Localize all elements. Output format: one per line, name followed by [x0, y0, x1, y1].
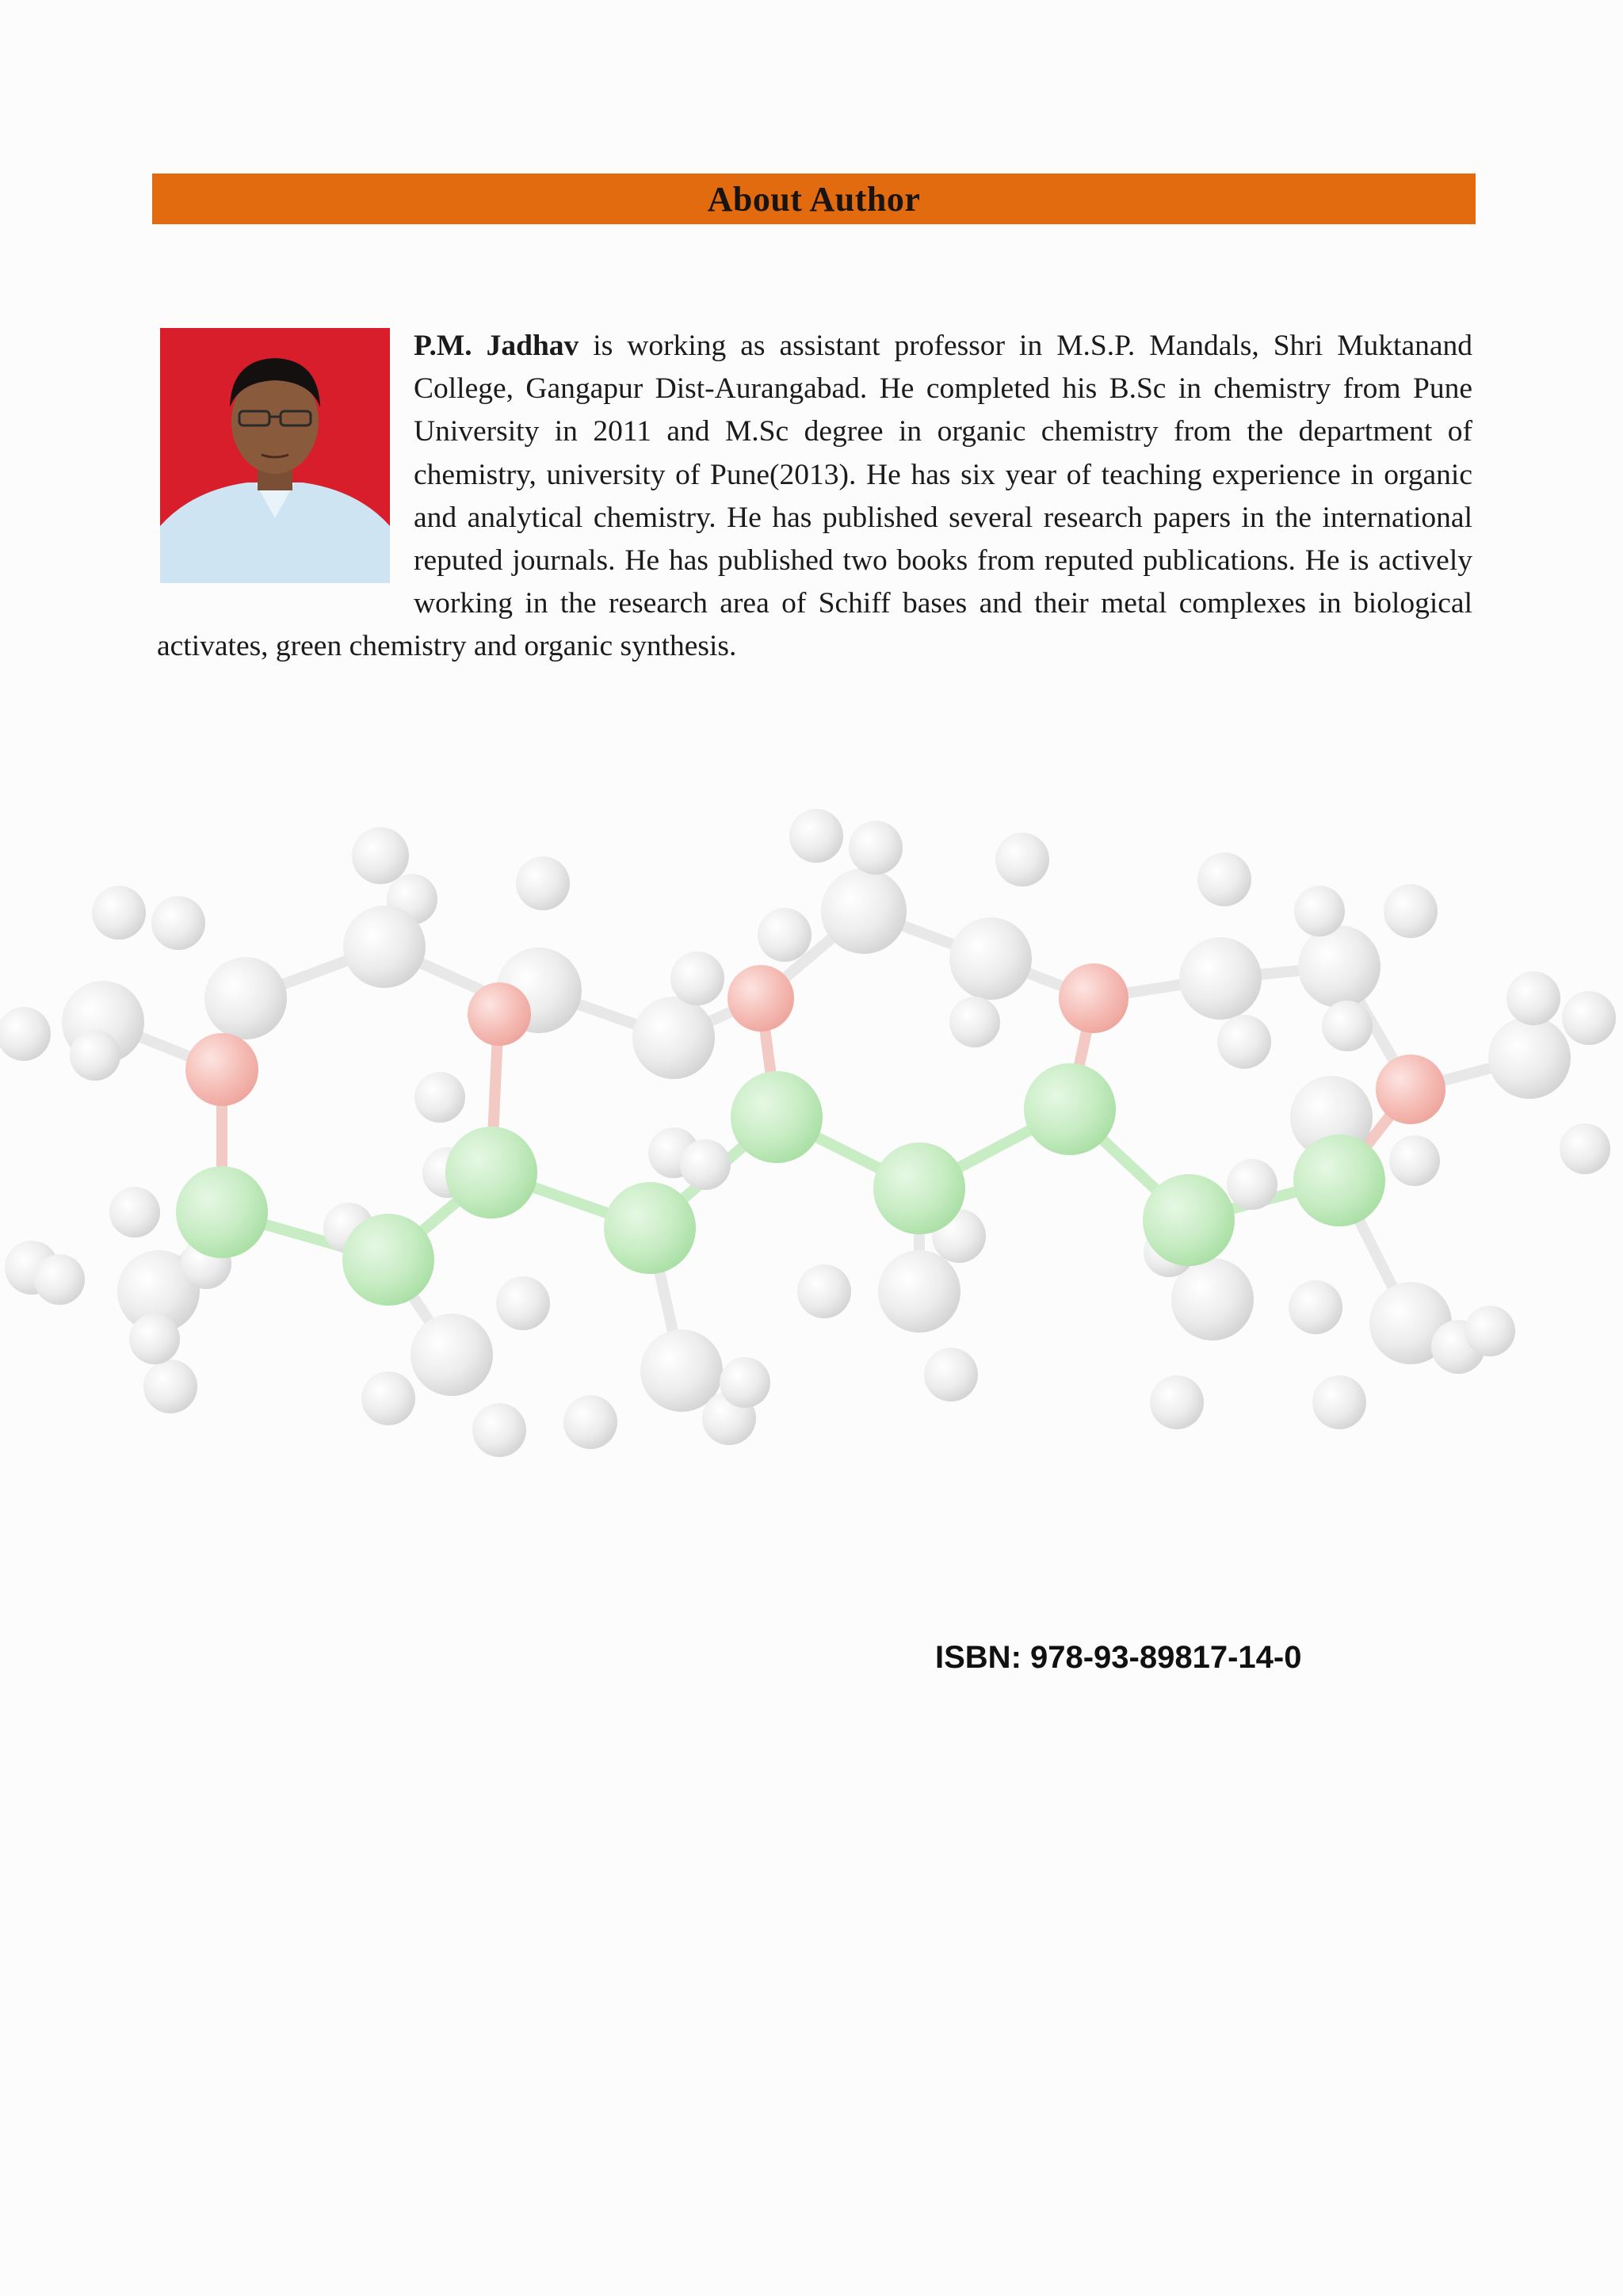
molecule-illustration — [0, 784, 1623, 1497]
isbn: ISBN: 978-93-89817-14-0 — [935, 1640, 1302, 1675]
section-title: About Author — [707, 179, 921, 219]
author-bio — [157, 325, 1472, 669]
author-bio-text: is working as assistant professor in M.S.P. Mandals, Shri Muktanand College, Gangapur Dist-Aurangabad. He completed his B.Sc in chemistry from Pune University in 2011 and M.Sc degree in organic chemistry from the department of chemistry, university of Pune(2013). He has six year of teaching experience in organic and analytical chemistry. He has published several research papers in the international reputed journals. He has published two books from reputed publications. He is actively working in the research area of Schiff bases and their metal complexes in biological activates, green chemistry and organic synthesis. — [157, 330, 1472, 663]
author-name: P.M. Jadhav — [414, 330, 579, 362]
heading-bar — [152, 174, 1476, 224]
author-photo — [160, 328, 390, 583]
